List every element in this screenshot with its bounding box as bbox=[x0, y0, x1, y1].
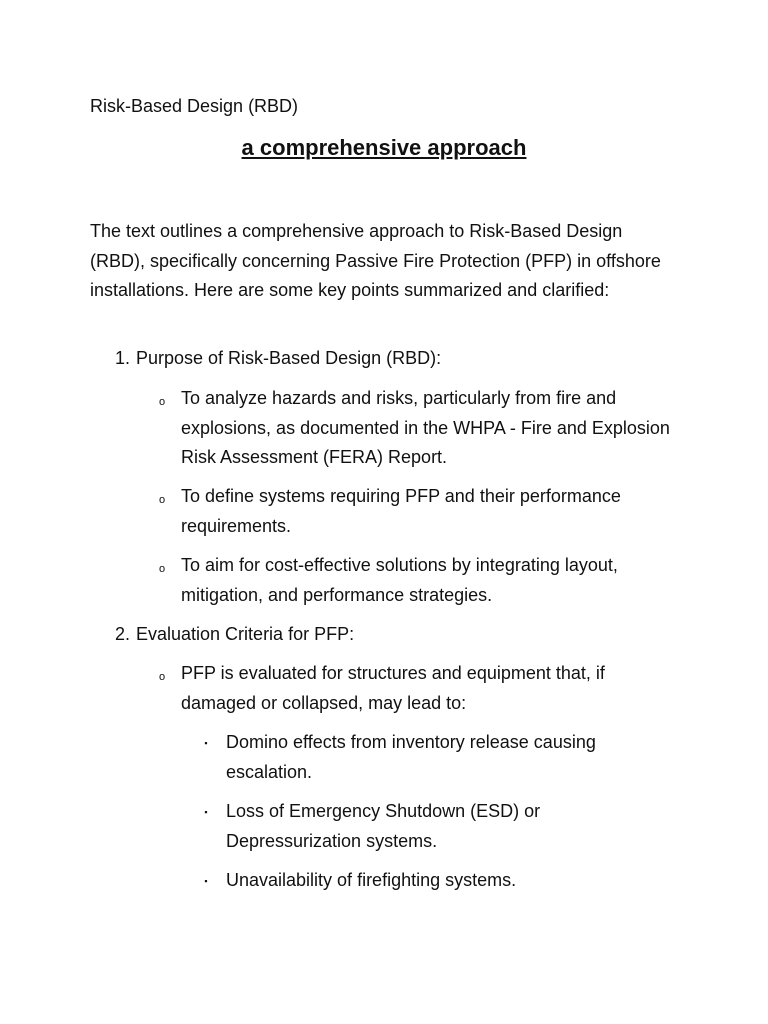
sub-list-item: Loss of Emergency Shutdown (ESD) or Depressurization systems. bbox=[226, 801, 541, 851]
sub-list-item: Domino effects from inventory release causing escalation. bbox=[226, 732, 596, 782]
section-number: 2. bbox=[114, 624, 130, 644]
bullet-square-icon: ▪ bbox=[204, 807, 208, 817]
bullet-circle-icon: o bbox=[158, 671, 166, 683]
section-heading: Evaluation Criteria for PFP: bbox=[136, 624, 355, 644]
list-item: To define systems requiring PFP and their performance requirements. bbox=[181, 486, 621, 536]
bullet-circle-icon: o bbox=[158, 396, 166, 408]
section-number: 1. bbox=[114, 348, 130, 368]
list-item: To aim for cost-effective solutions by integrating layout, mitigation, and performance strategies. bbox=[181, 555, 618, 605]
bullet-circle-icon: o bbox=[158, 563, 166, 575]
intro-paragraph: The text outlines a comprehensive approach to Risk-Based Design (RBD), specifically concerning Passive Fire Protection (PFP) in offshore installations. Here are some key points summarized and clarified: bbox=[90, 221, 661, 300]
bullet-circle-icon: o bbox=[158, 494, 166, 506]
bullet-square-icon: ▪ bbox=[204, 876, 208, 886]
bullet-square-icon: ▪ bbox=[204, 738, 208, 748]
document-label: Risk-Based Design (RBD) bbox=[90, 96, 299, 116]
sub-list-item: Unavailability of firefighting systems. bbox=[226, 870, 517, 890]
list-item: To analyze hazards and risks, particularly from fire and explosions, as documented in the WHPA - Fire and Explosion Risk Assessment (FERA) Report. bbox=[181, 388, 670, 467]
document-title: a comprehensive approach bbox=[241, 135, 527, 160]
list-item: PFP is evaluated for structures and equipment that, if damaged or collapsed, may lead to: bbox=[181, 663, 605, 713]
section-heading: Purpose of Risk-Based Design (RBD): bbox=[136, 348, 442, 368]
